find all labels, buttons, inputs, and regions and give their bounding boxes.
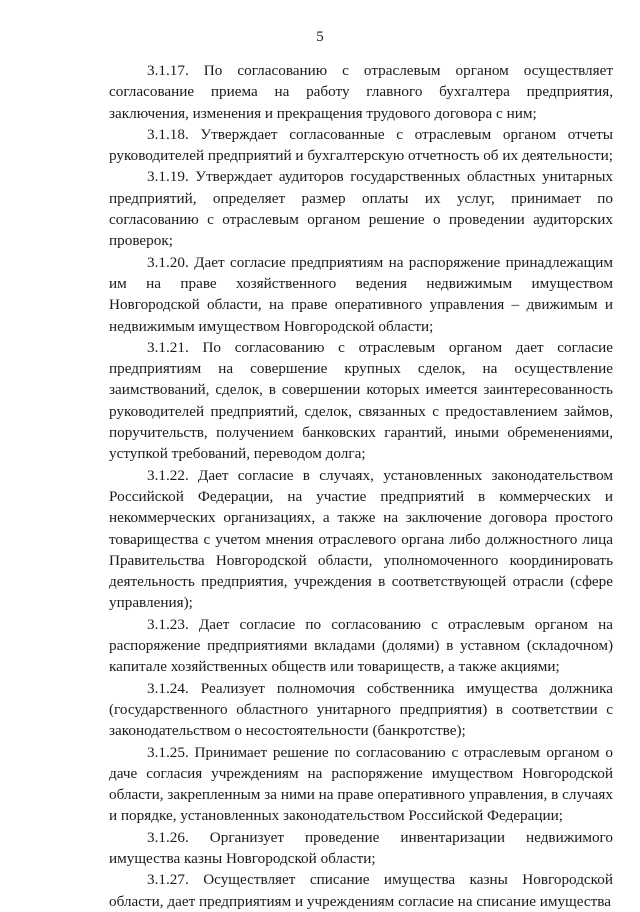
paragraph-3-1-21: 3.1.21. По согласованию с отраслевым органом дает согласие предприятиям на совершение крупных сделок, на осуществление заимствований, сделок, в совершении которых имеется заинтересованность руководителей предприятий, сделок, связанных с предоставлением займов, поручительств, получением банковских гарантий, иными обременениями, уступкой требований, переводом долга; <box>109 338 613 463</box>
document-body <box>109 60 613 912</box>
paragraph-3-1-22: 3.1.22. Дает согласие в случаях, установленных законодательством Российской Федерации, на участие предприятий в коммерческих и некоммерческих организациях, а также на заключение договора простого товарищества с учетом мнения отраслевого органа либо должностного лица Правительства Новгородской области, уполномоченного координировать деятельность предприятия, учреждения в соответствующей отрасли (сфере управления); <box>109 466 613 612</box>
paragraph-3-1-20: 3.1.20. Дает согласие предприятиям на распоряжение принадлежащим им на праве хозяйственного ведения недвижимым имуществом Новгородской области, на праве оперативного управления – движимым и недвижимым имуществом Новгородской области; <box>109 253 613 335</box>
paragraph-3-1-18: 3.1.18. Утверждает согласованные с отраслевым органом отчеты руководителей предприятий и бухгалтерскую отчетность об их деятельности; <box>109 125 614 165</box>
paragraph-3-1-27: 3.1.27. Осуществляет списание имущества казны Новгородской области, дает предприятиям и учреждениям согласие на списание имущества <box>109 871 613 910</box>
page-number: 5 <box>316 29 324 45</box>
paragraph-3-1-19: 3.1.19. Утверждает аудиторов государственных областных унитарных предприятий, определяет размер оплаты их услуг, принимает по согласованию с отраслевым органом решение о проведении аудиторских проверок; <box>109 168 613 250</box>
paragraph-3-1-17: 3.1.17. По согласованию с отраслевым органом осуществляет согласование приема на работу главного бухгалтера предприятия, заключения, изменения и прекращения трудового договора с ним; <box>109 62 613 122</box>
paragraph-3-1-25: 3.1.25. Принимает решение по согласованию с отраслевым органом о даче согласия учреждениям на распоряжение имуществом Новгородской области, закрепленным за ними на праве оперативного управления, в случаях и порядке, установленных законодательством Российской Федерации; <box>109 743 613 825</box>
paragraph-3-1-26: 3.1.26. Организует проведение инвентаризации недвижимого имущества казны Новгородской области; <box>109 828 613 867</box>
paragraph-3-1-23: 3.1.23. Дает согласие по согласованию с отраслевым органом на распоряжение предприятиями вкладами (долями) в уставном (складочном) капитале хозяйственных обществ или товариществ, а также акциями; <box>109 615 613 676</box>
paragraph-3-1-24: 3.1.24. Реализует полномочия собственника имущества должника (государственного областного унитарного предприятия) в соответствии с законодательством о несостоятельности (банкротстве); <box>109 679 613 740</box>
